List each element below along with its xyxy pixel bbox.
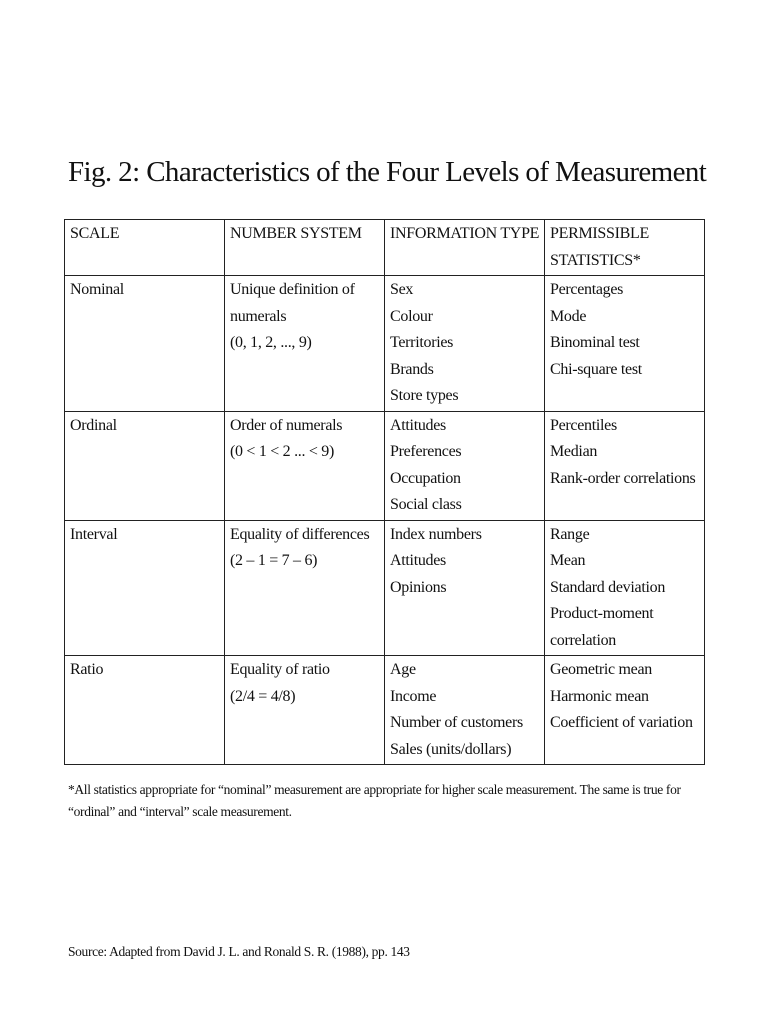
cell-line: Range	[550, 525, 590, 543]
cell-information-type	[385, 411, 545, 520]
cell-statistics	[545, 656, 705, 765]
table-row-nominal	[65, 276, 705, 412]
cell-statistics	[545, 520, 705, 656]
cell-information-type	[385, 520, 545, 656]
cell-line: Preferences	[390, 443, 462, 460]
cell-line: Income	[390, 687, 437, 705]
table-body	[65, 276, 705, 765]
source-citation: Source: Adapted from David J. L. and Ronald S. R. (1988), pp. 143	[68, 944, 410, 959]
cell-statistics	[545, 411, 705, 520]
cell-line: Equality of differences	[230, 525, 370, 543]
cell-line: Index numbers	[390, 525, 482, 543]
cell-scale	[65, 656, 225, 765]
cell-number-system	[225, 520, 385, 656]
cell-line: Sales (units/dollars)	[390, 740, 512, 758]
cell-line: Unique definition of	[230, 281, 355, 298]
cell-information-type	[385, 276, 545, 412]
cell-line: Rank-order correlations	[550, 469, 696, 487]
table-header	[65, 220, 705, 276]
cell-line: numerals	[230, 307, 287, 325]
cell-line: Brands	[390, 360, 434, 378]
header-information-type	[385, 220, 545, 276]
cell-line: Opinions	[390, 578, 447, 596]
cell-line: Occupation	[390, 469, 461, 487]
cell-line: Harmonic mean	[550, 687, 649, 705]
cell-information-type	[385, 656, 545, 765]
cell-line: Geometric mean	[550, 661, 652, 678]
cell-line: Mean	[550, 552, 586, 569]
cell-line: Standard deviation	[550, 578, 666, 596]
header-line: INFORMATION TYPE	[390, 225, 540, 242]
cell-line: Nominal	[70, 281, 124, 298]
cell-line: (2 – 1 = 7 – 6)	[230, 552, 318, 569]
cell-line: Median	[550, 443, 598, 460]
table-header-row	[65, 220, 705, 276]
table-footnote: *All statistics appropriate for “nominal” measurement are appropriate for higher scale measurement. The same is true for “ordinal” and “interval” scale measurement.	[68, 782, 681, 819]
table-row-ratio	[65, 656, 705, 765]
cell-line: correlation	[550, 631, 616, 649]
header-number-system	[225, 220, 385, 276]
cell-line: Store types	[390, 387, 459, 404]
cell-line: Attitudes	[390, 416, 446, 434]
header-line: STATISTICS*	[550, 251, 641, 269]
cell-line: Mode	[550, 307, 587, 325]
cell-line: Number of customers	[390, 714, 523, 731]
cell-scale	[65, 411, 225, 520]
cell-line: Percentiles	[550, 416, 617, 434]
cell-line: Equality of ratio	[230, 661, 330, 678]
cell-number-system	[225, 411, 385, 520]
cell-line: Order of numerals	[230, 416, 343, 434]
cell-number-system	[225, 276, 385, 412]
cell-line: Colour	[390, 307, 433, 325]
header-line: NUMBER SYSTEM	[230, 225, 362, 242]
cell-statistics	[545, 276, 705, 412]
cell-line: (2/4 = 4/8)	[230, 687, 296, 705]
cell-line: Binominal test	[550, 334, 640, 351]
cell-line: Chi-square test	[550, 360, 642, 378]
cell-line: Coefficient of variation	[550, 714, 693, 731]
cell-line: Sex	[390, 281, 414, 298]
header-line: PERMISSIBLE	[550, 225, 649, 242]
cell-line: Attitudes	[390, 552, 446, 569]
cell-line: Social class	[390, 496, 462, 513]
header-permissible-statistics	[545, 220, 705, 276]
cell-scale	[65, 520, 225, 656]
figure-title: Fig. 2: Characteristics of the Four Levels of Measurement	[68, 156, 707, 188]
header-scale	[65, 220, 225, 276]
cell-line: (0, 1, 2, ..., 9)	[230, 334, 312, 351]
cell-number-system	[225, 656, 385, 765]
cell-line: Product-moment	[550, 605, 654, 622]
cell-line: (0 < 1 < 2 ... < 9)	[230, 443, 335, 460]
header-line: SCALE	[70, 225, 120, 242]
table-row-ordinal	[65, 411, 705, 520]
cell-line: Ratio	[70, 661, 104, 678]
cell-line: Territories	[390, 334, 454, 351]
cell-scale	[65, 276, 225, 412]
cell-line: Percentages	[550, 281, 624, 298]
table-row-interval	[65, 520, 705, 656]
cell-line: Ordinal	[70, 416, 117, 434]
cell-line: Age	[390, 661, 416, 678]
measurement-levels-table	[64, 219, 705, 765]
cell-line: Interval	[70, 525, 118, 543]
